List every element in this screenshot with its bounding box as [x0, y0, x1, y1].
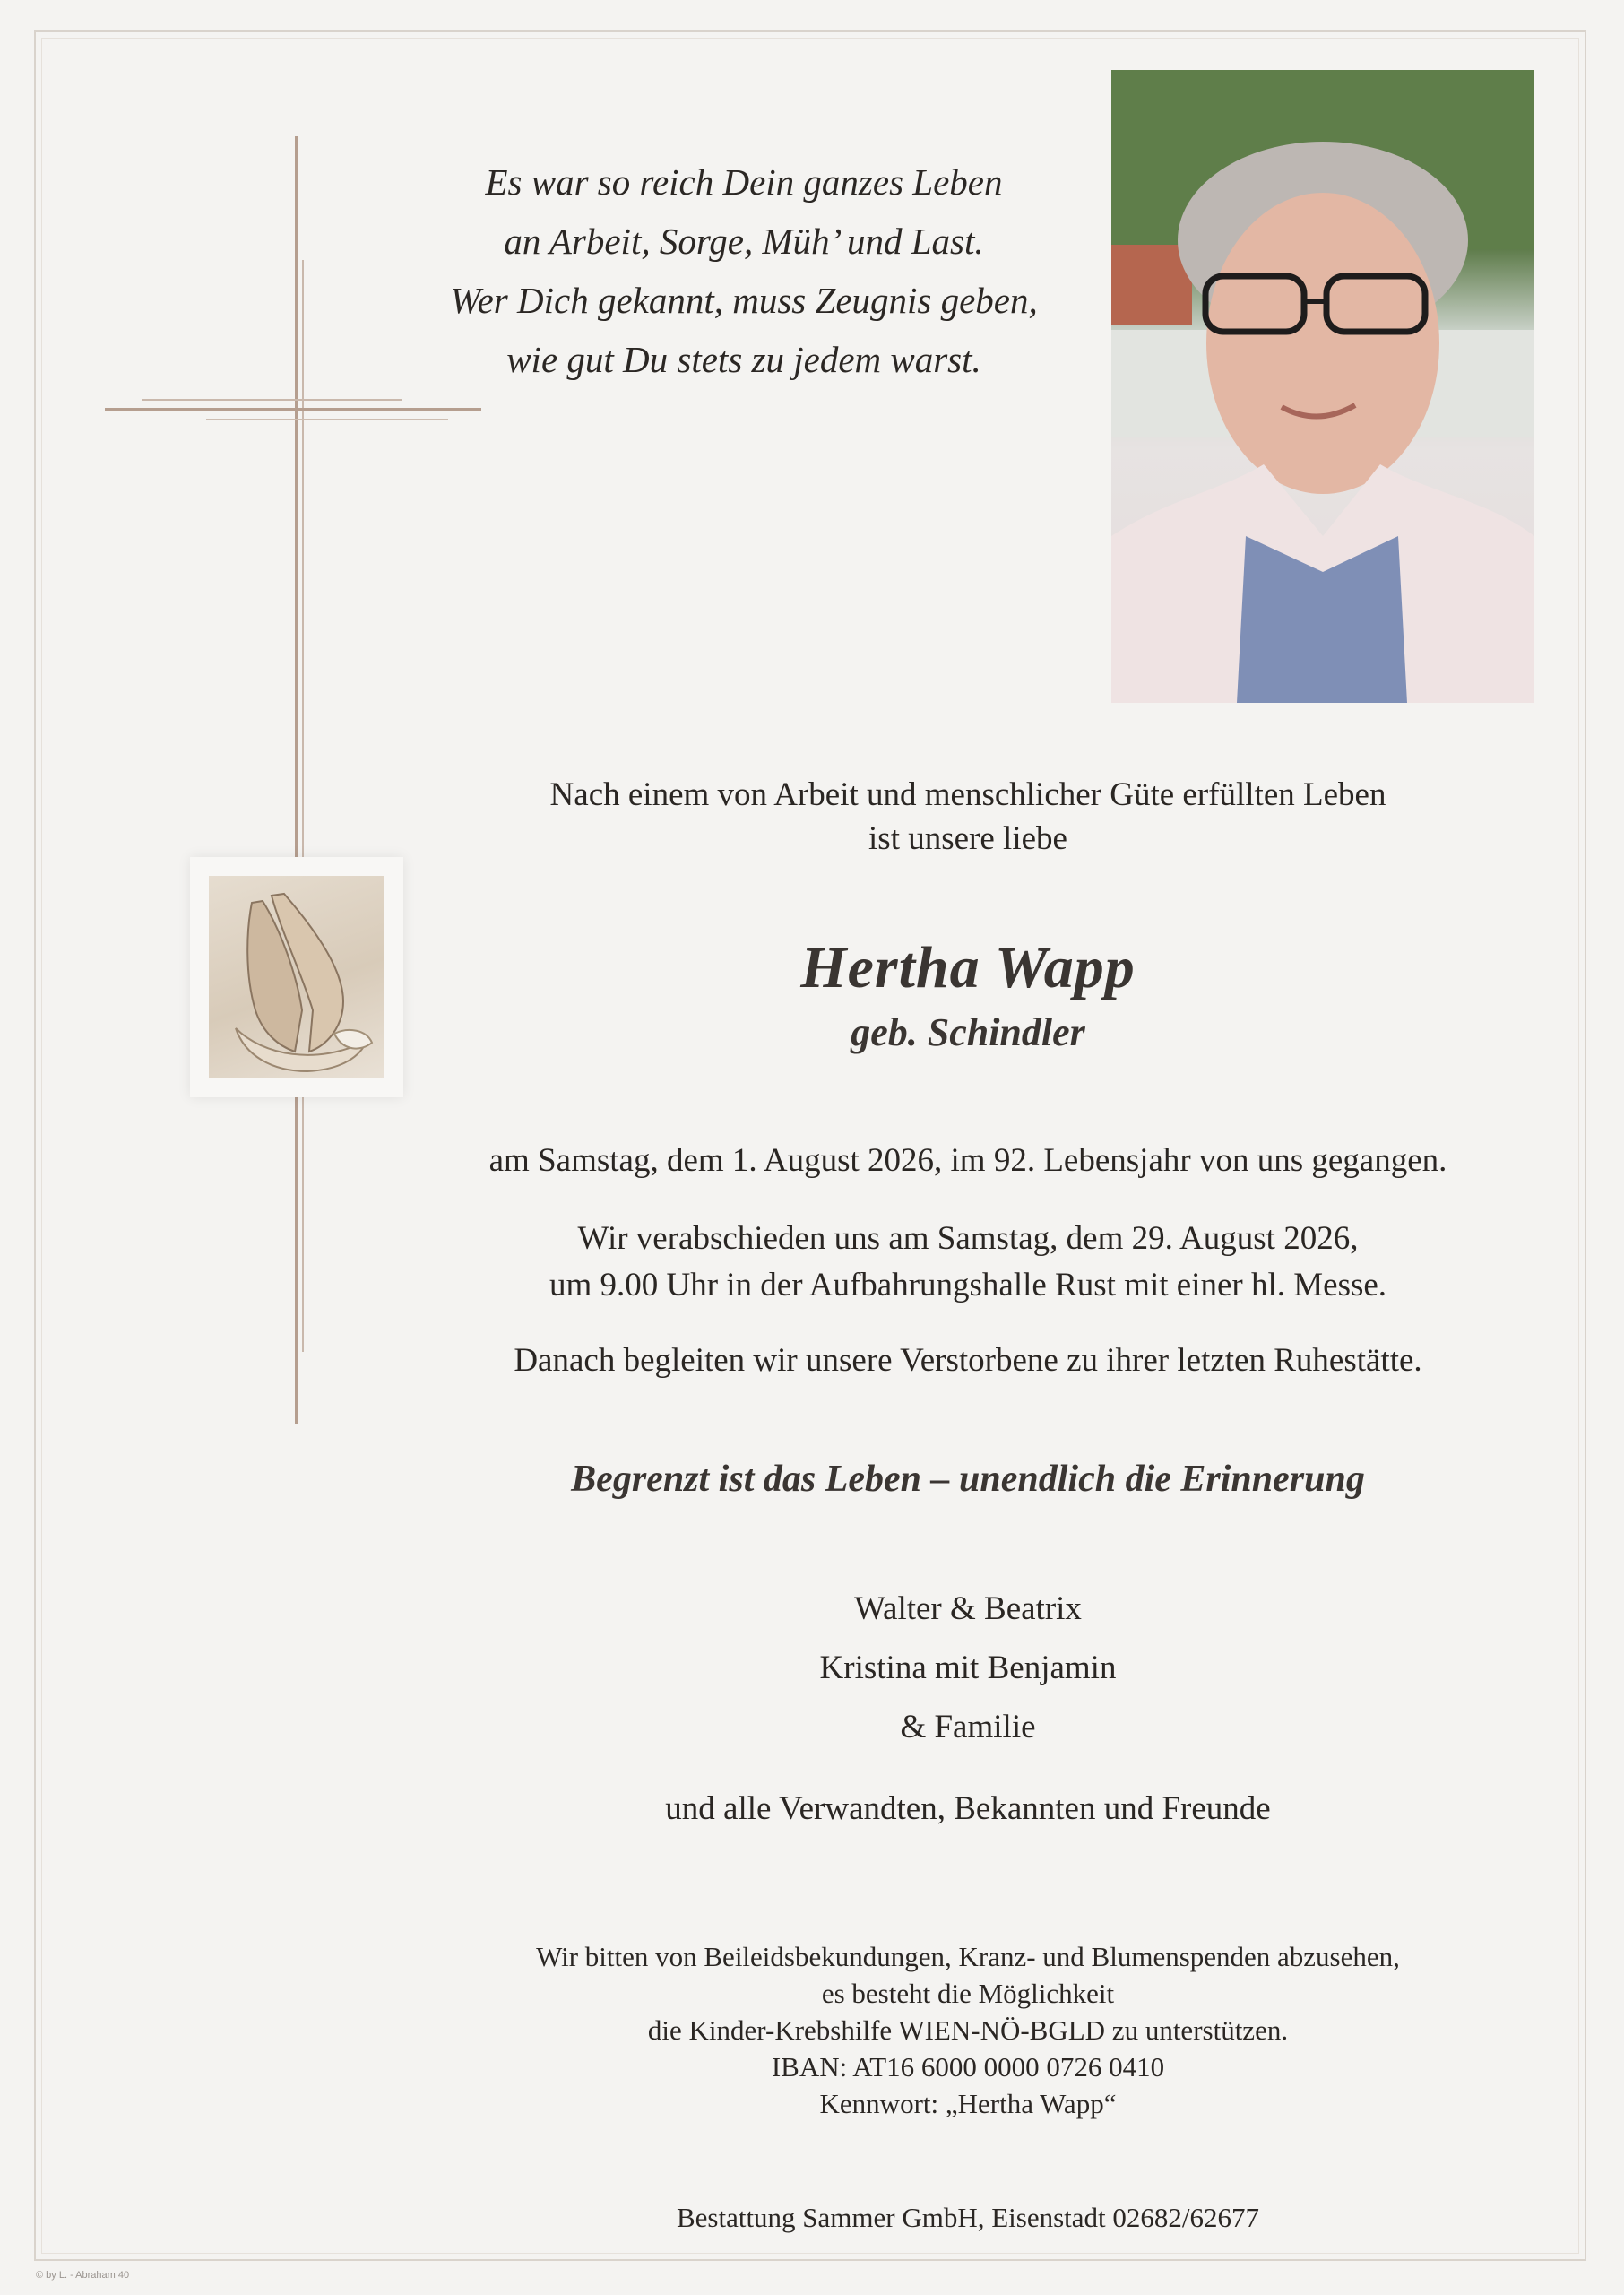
donation-request [385, 1938, 1551, 2122]
family-list [385, 1580, 1551, 1757]
death-notice: am Samstag, dem 1. August 2026, im 92. Lebensjahr von uns gegangen. [488, 1142, 1447, 1179]
farewell-text [385, 1216, 1551, 1309]
motto: Begrenzt ist das Leben – unendlich die Erinnerung [571, 1459, 1365, 1500]
funeral-home: Bestattung Sammer GmbH, Eisenstadt 02682/62677 [676, 2202, 1260, 2233]
copyright-note: © by L. - Abraham 40 [36, 2270, 130, 2281]
intro-line: Nach einem von Arbeit und menschlicher Güte erfüllten Leben [549, 776, 1386, 813]
family-member: Walter & Beatrix [854, 1590, 1082, 1627]
donation-line: es besteht die Möglichkeit [821, 1978, 1115, 2009]
donation-line: Wir bitten von Beileidsbekundungen, Kranz- und Blumenspenden abzusehen, [536, 1941, 1400, 1972]
poem-line: Es war so reich Dein ganzes Leben [485, 161, 1003, 203]
poem [385, 152, 1102, 389]
farewell-line: um 9.00 Uhr in der Aufbahrungshalle Rust mit einer hl. Messe. [549, 1267, 1387, 1303]
portrait-photo [1111, 70, 1534, 703]
relatives-text: und alle Verwandten, Bekannten und Freunde [665, 1790, 1271, 1827]
deceased-name: Hertha Wapp [800, 935, 1136, 1000]
intro-text [385, 773, 1551, 861]
poem-line: Wer Dich gekannt, muss Zeugnis geben, [450, 280, 1038, 321]
poem-line: an Arbeit, Sorge, Müh’ und Last. [504, 221, 984, 262]
donation-line: die Kinder-Krebshilfe WIEN-NÖ-BGLD zu unterstützen. [647, 2014, 1289, 2046]
poem-line: wie gut Du stets zu jedem warst. [506, 339, 981, 380]
maiden-name: geb. Schindler [851, 1010, 1085, 1054]
praying-hands-icon [190, 857, 403, 1097]
iban: IBAN: AT16 6000 0000 0726 0410 [771, 2051, 1165, 2083]
donation-keyword: Kennwort: „Hertha Wapp“ [819, 2088, 1117, 2119]
farewell-line: Wir verabschieden uns am Samstag, dem 29. August 2026, [577, 1220, 1359, 1257]
family-member: & Familie [900, 1709, 1036, 1745]
after-service-text: Danach begleiten wir unsere Verstorbene zu ihrer letzten Ruhestätte. [514, 1342, 1422, 1379]
family-member: Kristina mit Benjamin [819, 1650, 1117, 1686]
intro-line: ist unsere liebe [868, 820, 1067, 857]
